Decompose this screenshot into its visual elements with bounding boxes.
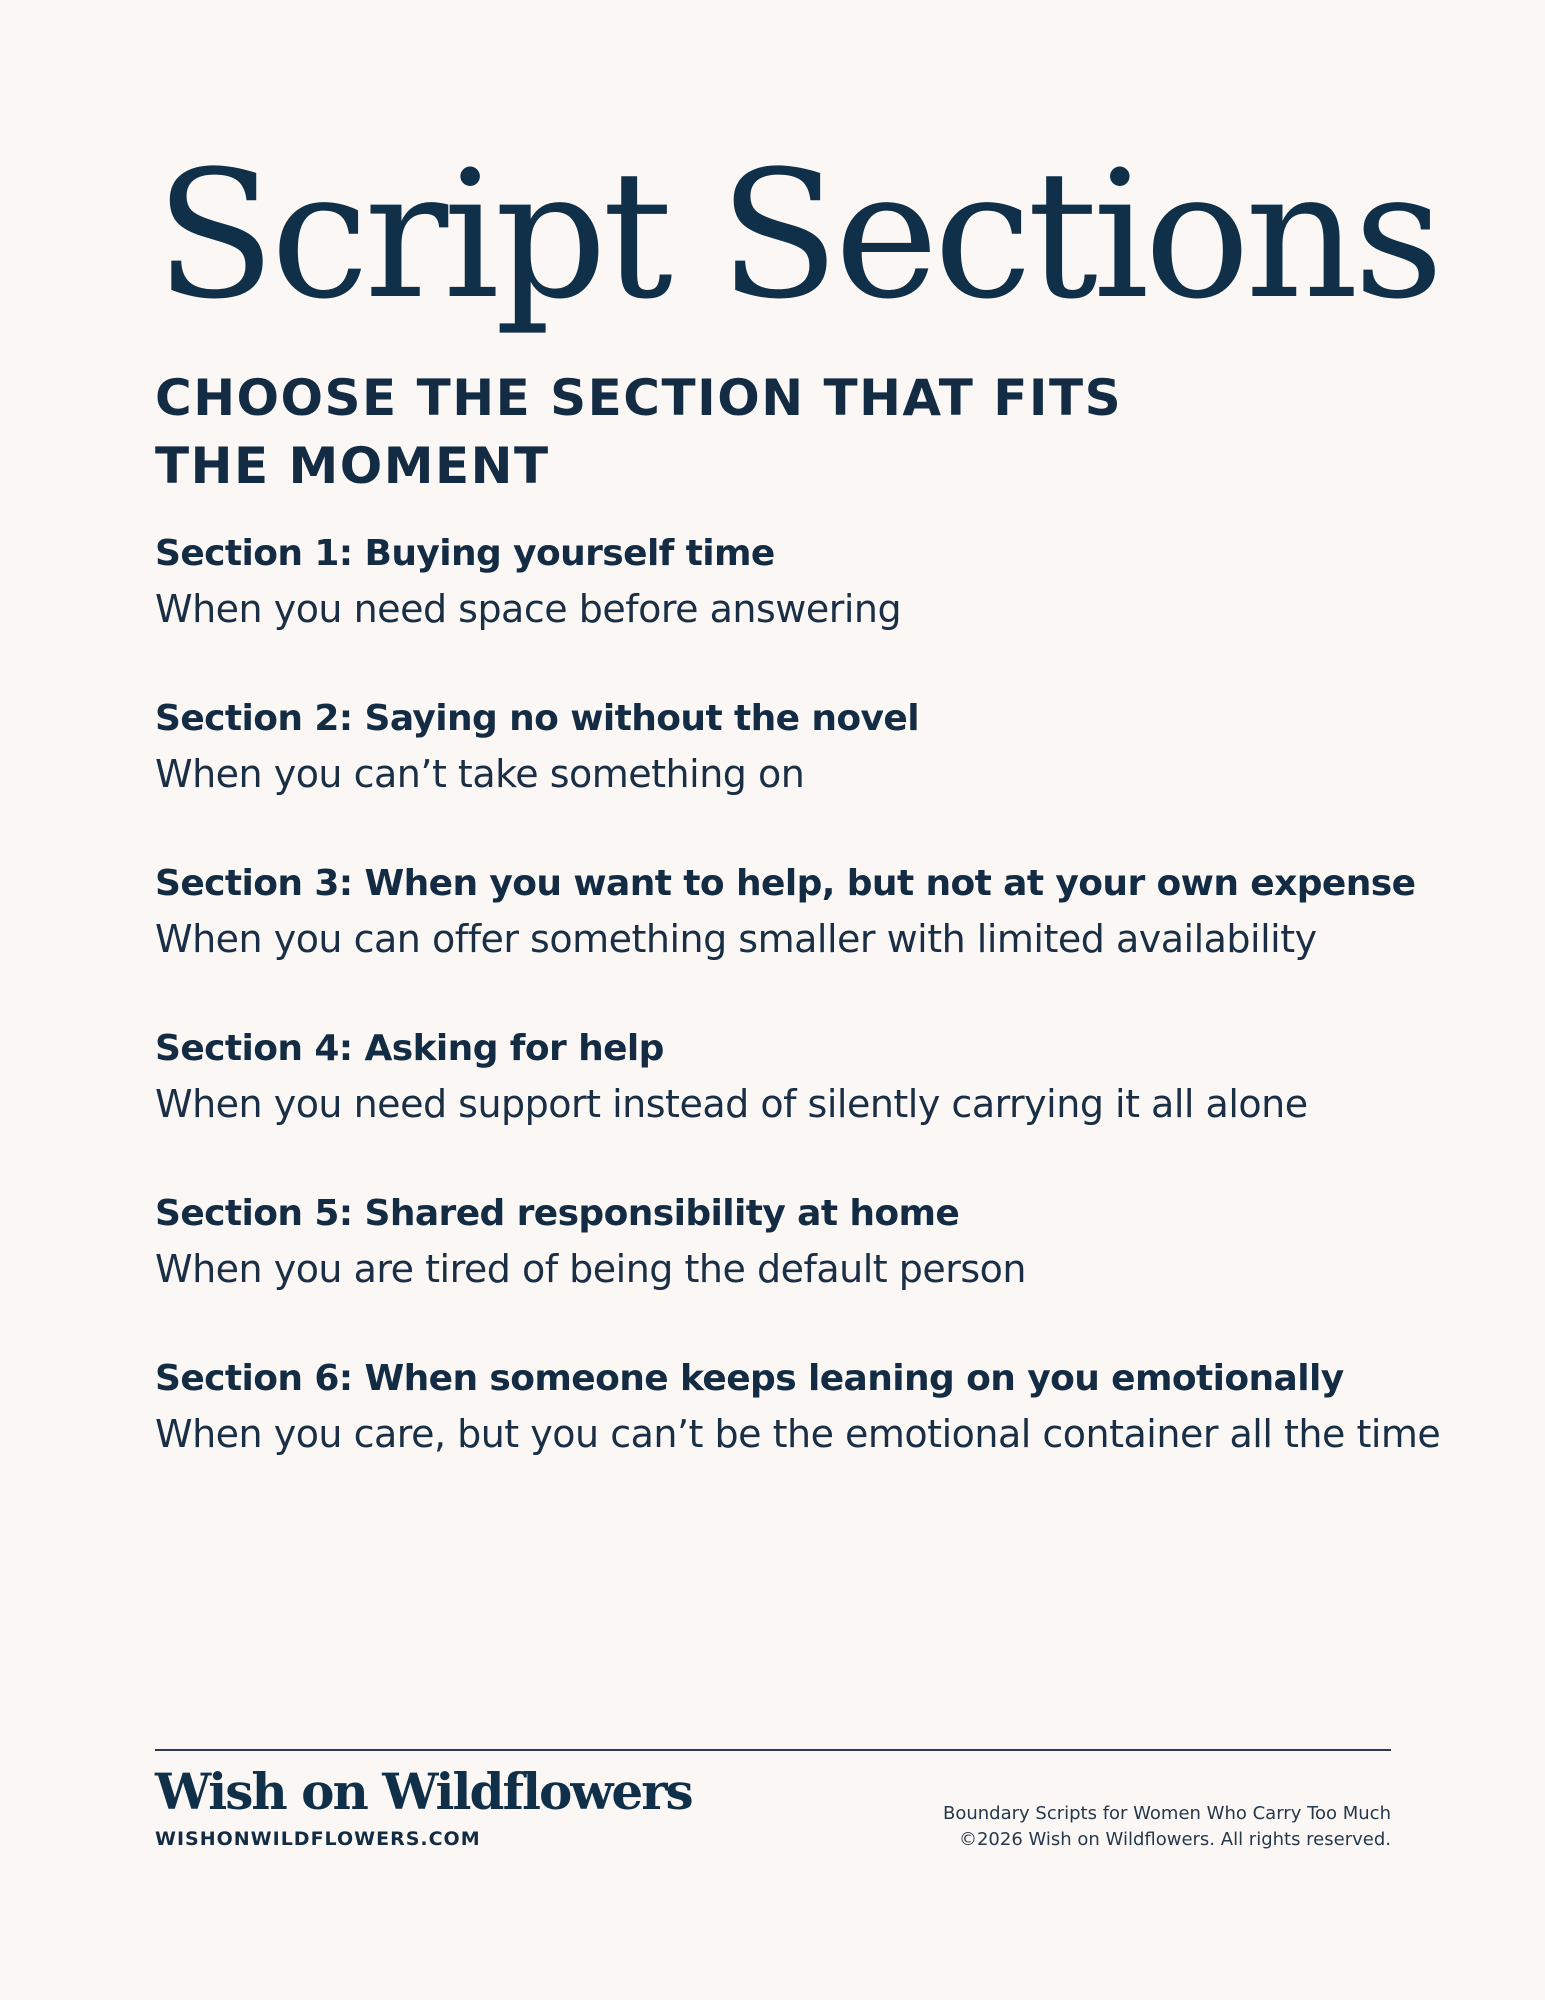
brand-url[interactable]: WISHONWILDFLOWERS.COM [155, 1828, 481, 1850]
section-item-2 [155, 691, 1455, 856]
section-title: Section 2: Saying no without the novel [155, 698, 919, 739]
section-title: Section 4: Asking for help [155, 1028, 664, 1069]
footer-divider [155, 1749, 1391, 1751]
section-item-4 [155, 1021, 1455, 1186]
subtitle-line-1: CHOOSE THE SECTION THAT FITS [155, 369, 1123, 427]
section-item-6 [155, 1351, 1455, 1516]
section-item-1 [155, 526, 1455, 691]
subtitle-line-2: THE MOMENT [155, 437, 550, 495]
section-title: Section 6: When someone keeps leaning on you emotionally [155, 1358, 1344, 1399]
section-title: Section 1: Buying yourself time [155, 533, 775, 574]
section-description: When you care, but you can’t be the emotional container all the time [155, 1412, 1441, 1456]
section-title: Section 3: When you want to help, but not at your own expense [155, 863, 1416, 904]
page-subtitle [155, 364, 1155, 500]
section-list [155, 526, 1455, 1516]
brand-logo: Wish on Wildflowers [155, 1762, 692, 1821]
footer-info [943, 1801, 1391, 1853]
section-item-3 [155, 856, 1455, 1021]
section-description: When you need space before answering [155, 587, 902, 631]
copyright-notice: ©2026 Wish on Wildflowers. All rights reserved. [958, 1829, 1391, 1850]
section-description: When you can’t take something on [155, 752, 805, 796]
section-description: When you are tired of being the default person [155, 1247, 1026, 1291]
section-title: Section 5: Shared responsibility at home [155, 1193, 960, 1234]
section-description: When you can offer something smaller with limited availability [155, 917, 1317, 961]
section-item-5 [155, 1186, 1455, 1351]
document-page [155, 0, 1441, 2000]
section-description: When you need support instead of silently carrying it all alone [155, 1082, 1308, 1126]
page-title: Script Sections [155, 133, 1439, 338]
product-name: Boundary Scripts for Women Who Carry Too Much [942, 1803, 1391, 1824]
